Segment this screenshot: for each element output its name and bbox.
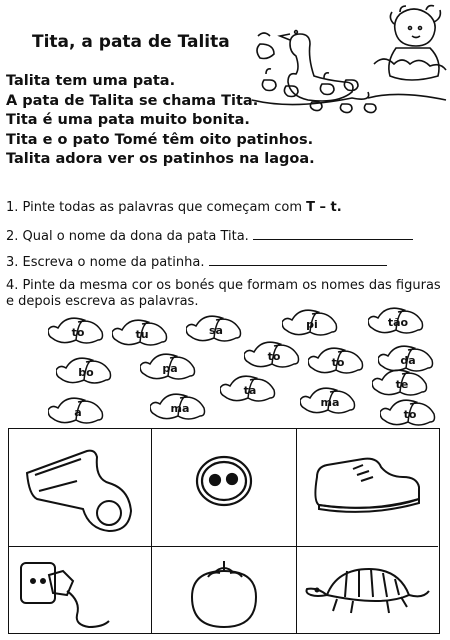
picture-grid <box>8 428 440 634</box>
picture-cell[interactable] <box>297 429 438 547</box>
cap[interactable] <box>282 308 342 340</box>
cap-syllable: ma <box>170 402 190 415</box>
cap[interactable] <box>140 352 200 384</box>
shoe-icon <box>297 429 437 544</box>
cap-syllable: to <box>71 326 85 339</box>
cap-syllable: tão <box>387 316 409 329</box>
cap[interactable] <box>368 306 428 338</box>
tomato-icon <box>152 547 294 633</box>
cap[interactable] <box>48 396 108 428</box>
cap[interactable] <box>150 392 210 424</box>
whistle-icon <box>9 429 149 544</box>
story-paragraph <box>6 72 315 170</box>
question-1-letters: T – t. <box>306 200 342 215</box>
cap[interactable] <box>380 398 440 430</box>
cap-syllable: ma <box>320 396 340 409</box>
story-line: Talita adora ver os patinhos na lagoa. <box>6 151 315 168</box>
question-1-text: 1. Pinte todas as palavras que começam com <box>6 200 307 215</box>
cap-syllable: pi <box>306 318 318 331</box>
cap[interactable] <box>300 386 360 418</box>
question-1 <box>6 200 342 215</box>
answer-line-3[interactable] <box>209 254 387 266</box>
cap-syllable: to <box>331 356 345 369</box>
armadillo-icon <box>297 547 437 633</box>
cap-syllable: tu <box>135 328 149 341</box>
cap[interactable] <box>112 318 172 350</box>
button-icon <box>152 429 294 544</box>
cap-syllable: da <box>400 354 416 367</box>
cap[interactable] <box>244 340 304 372</box>
cap[interactable] <box>48 316 108 348</box>
story-line: Tita e o pato Tomé têm oito patinhos. <box>6 131 314 148</box>
story-line: A pata de Talita se chama Tita. <box>6 92 259 109</box>
cap-syllable: a <box>74 406 82 419</box>
cap-syllable: sa <box>209 324 223 337</box>
question-3 <box>6 254 387 270</box>
answer-line-2[interactable] <box>253 228 413 240</box>
cap-syllable: te <box>395 378 409 391</box>
story-line: Talita tem uma pata. <box>6 73 176 89</box>
page-title: Tita, a pata de Talita <box>32 32 230 52</box>
question-4: 4. Pinte da mesma cor os bonés que formam os nomes das figuras e depois escreva as palavras. <box>6 278 441 309</box>
cap-syllable: to <box>403 408 417 421</box>
cap[interactable] <box>56 356 116 388</box>
cap[interactable] <box>372 368 432 400</box>
picture-cell[interactable] <box>152 429 297 547</box>
cap[interactable] <box>186 314 246 346</box>
picture-cell[interactable] <box>9 547 152 633</box>
cap-syllable: ta <box>243 384 257 397</box>
cap-syllable: pa <box>162 362 178 375</box>
picture-cell[interactable] <box>9 429 152 547</box>
picture-cell[interactable] <box>297 547 438 633</box>
question-2 <box>6 228 413 244</box>
picture-cell[interactable] <box>152 547 297 633</box>
question-3-text: 3. Escreva o nome da patinha. <box>6 255 205 270</box>
cap-syllable: to <box>267 350 281 363</box>
plug-icon <box>9 547 149 633</box>
cap[interactable] <box>308 346 368 378</box>
story-line: Tita é uma pata muito bonita. <box>6 112 250 129</box>
question-2-text: 2. Qual o nome da dona da pata Tita. <box>6 229 249 244</box>
cap-syllable: bo <box>78 366 94 379</box>
cap[interactable] <box>220 374 280 406</box>
